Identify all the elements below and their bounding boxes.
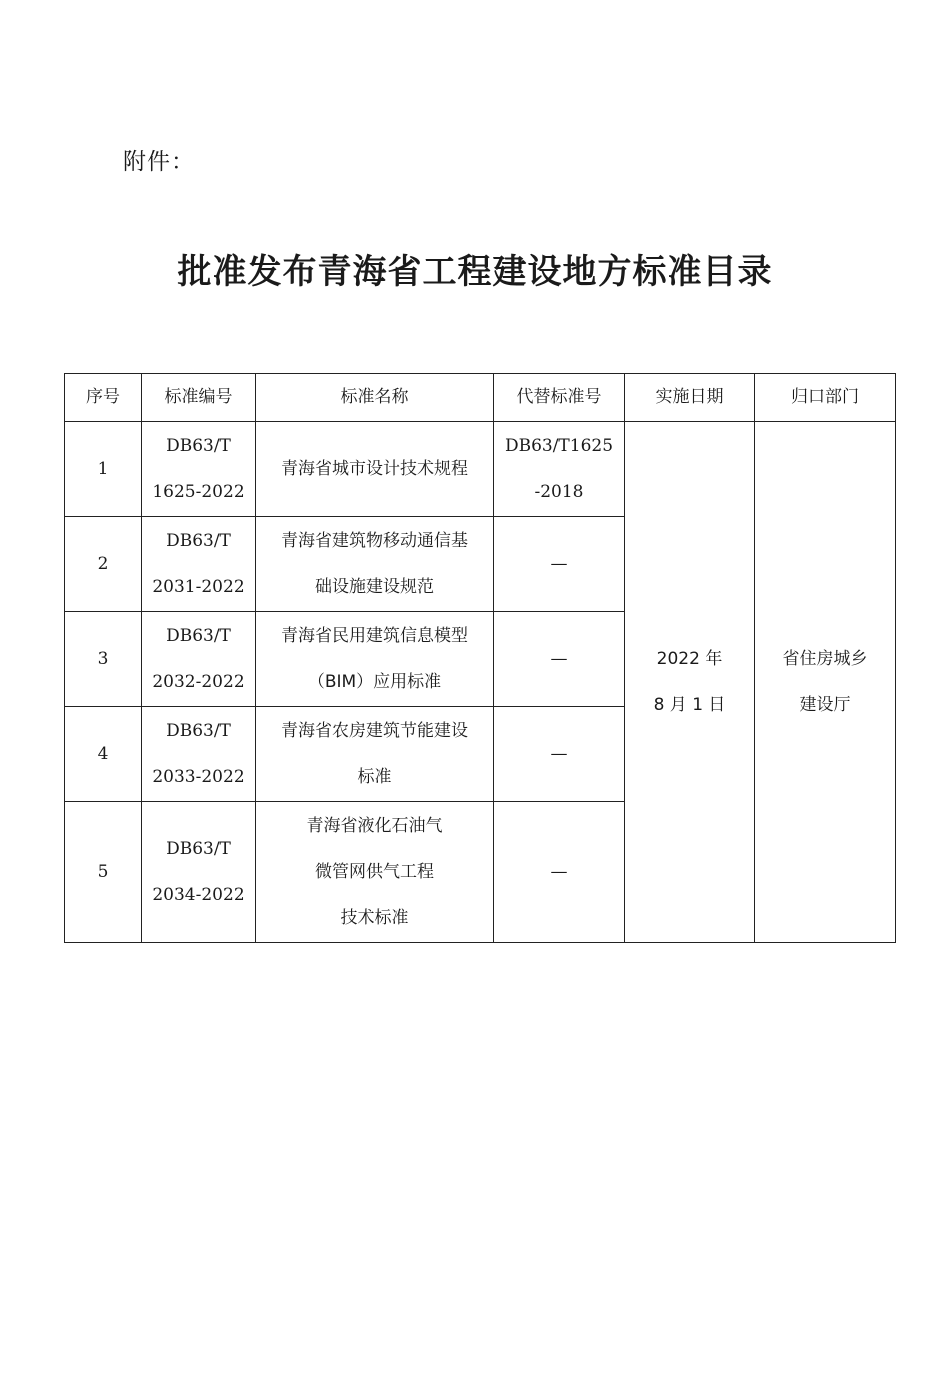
code-line: DB63/T [166,436,231,456]
row-replaces [494,612,625,707]
document-title: 批准发布青海省工程建设地方标准目录 [177,252,773,292]
date-line: 2022 年 [656,649,723,669]
name-line: 青海省城市设计技术规程 [281,459,468,479]
row-replaces [494,707,625,802]
replaces-line: — [550,649,568,669]
header-implementation-date: 实施日期 [625,374,755,422]
department-cell [755,422,896,943]
replaces-line: — [550,744,568,764]
code-line: DB63/T [166,721,231,741]
row-standard-name [256,802,494,943]
code-line: 2033-2022 [152,767,245,787]
name-line: 青海省建筑物移动通信基 [281,531,468,551]
code-line: 1625-2022 [152,482,245,502]
row-standard-code [142,422,256,517]
date-line: 8 月 1 日 [653,695,726,715]
name-line: 标准 [357,767,392,787]
name-line: 微管网供气工程 [315,862,434,882]
table-header-row [65,374,896,422]
department-line: 建设厅 [799,695,851,715]
header-department: 归口部门 [755,374,896,422]
name-line: 础设施建设规范 [315,577,434,597]
code-line: 2031-2022 [152,577,245,597]
name-line: 技术标准 [340,908,409,928]
header-index: 序号 [65,374,142,422]
header-standard-name: 标准名称 [256,374,494,422]
row-index: 2 [65,517,142,612]
row-replaces [494,517,625,612]
attachment-label: 附件： [123,149,195,175]
row-standard-code [142,707,256,802]
row-standard-name [256,612,494,707]
row-standard-code [142,612,256,707]
replaces-line: -2018 [534,482,584,502]
code-line: 2032-2022 [152,672,245,692]
implementation-date-cell [625,422,755,943]
row-index: 5 [65,802,142,943]
replaces-line: DB63/T1625 [504,436,614,456]
replaces-line: — [550,554,568,574]
row-index: 4 [65,707,142,802]
header-replaces: 代替标准号 [494,374,625,422]
name-line: （BIM）应用标准 [307,672,442,692]
table-row [65,422,896,517]
row-standard-code [142,517,256,612]
row-standard-code [142,802,256,943]
name-line: 青海省农房建筑节能建设 [281,721,468,741]
code-line: DB63/T [166,531,231,551]
name-line: 青海省民用建筑信息模型 [281,626,468,646]
row-index: 1 [65,422,142,517]
row-replaces [494,422,625,517]
row-standard-name [256,422,494,517]
standards-table [64,373,896,943]
replaces-line: — [550,862,568,882]
code-line: DB63/T [166,839,231,859]
row-index: 3 [65,612,142,707]
row-standard-name [256,707,494,802]
row-replaces [494,802,625,943]
row-standard-name [256,517,494,612]
name-line: 青海省液化石油气 [306,816,443,836]
header-standard-code: 标准编号 [142,374,256,422]
code-line: 2034-2022 [152,885,245,905]
department-line: 省住房城乡 [782,649,868,669]
code-line: DB63/T [166,626,231,646]
